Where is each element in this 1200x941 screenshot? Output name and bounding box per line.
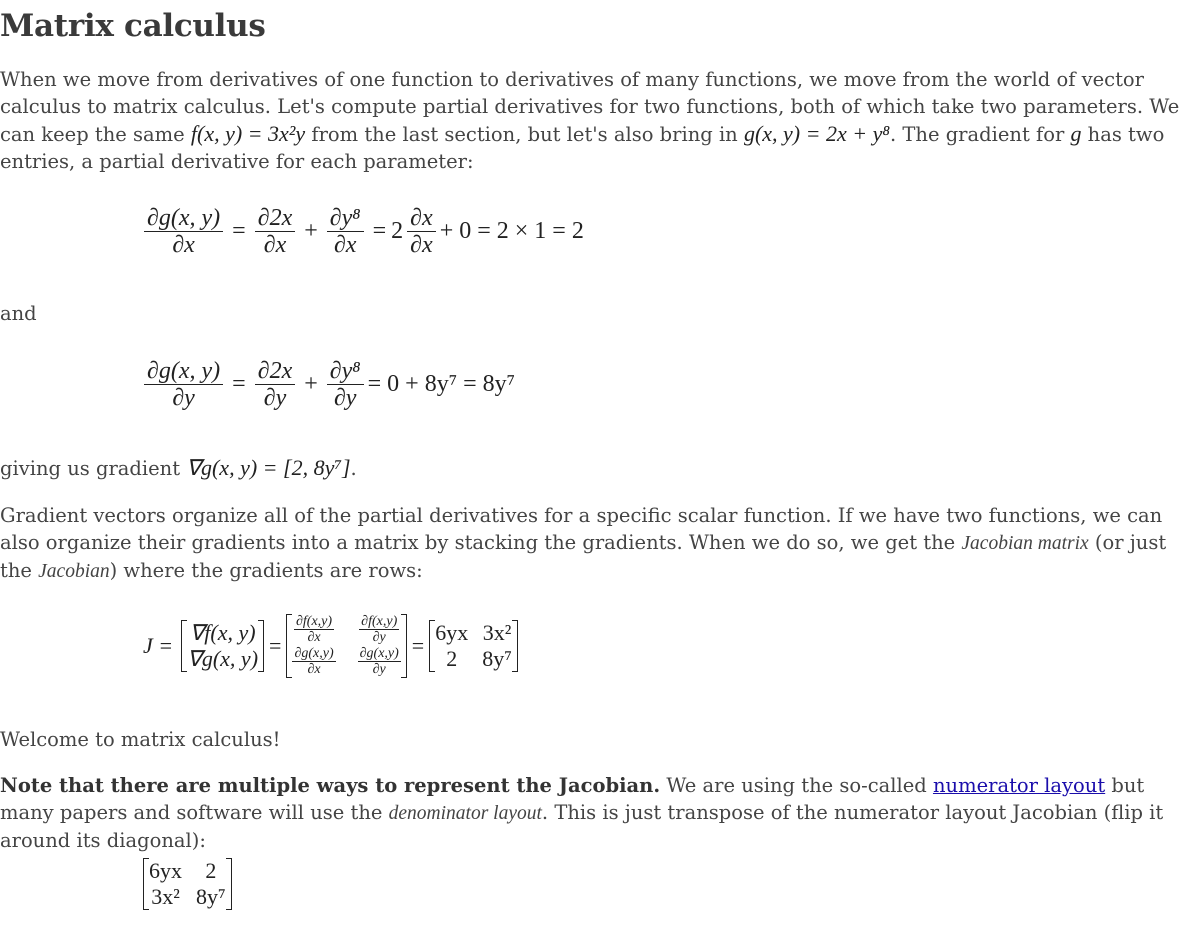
- jacobian-text-1: Gradient vectors organize all of the partial derivatives for a specific scalar function. If we have two functions, we can also organize their gradients into a matrix by stacking the gradients. When we do so, we get the: [0, 504, 1163, 554]
- intro-text-1: When we move from derivatives of one function to derivatives of many functions, we move from the world of vector calculus to matrix calculus. Let's compute partial derivatives for two functions, both of which take two parameters. We can keep the same: [0, 68, 1180, 146]
- page-title: Matrix calculus: [0, 8, 266, 44]
- frac-num: ∂f(x,y): [296, 614, 333, 629]
- note-paragraph: [0, 772, 1180, 854]
- welcome-text: Welcome to matrix calculus!: [0, 728, 281, 751]
- frac-den: ∂y: [372, 630, 386, 646]
- matrix-cell: ∇f(x, y): [189, 619, 256, 645]
- matrix-cell: 6yx: [435, 619, 469, 645]
- frac-num: ∂f(x,y): [361, 614, 398, 629]
- jacobian-equation: J = ∇f(x, y) ∇g(x, y) = $\frac{\partial f(x,y)}{\partial x}$ $\frac{\partial f(x,y)}{\partial y}$ $\frac{\partial g(x,y)}{\partial x}$ $\frac{\partial g(x,y)}{\partial y}$ = 6yx 3x² 2 8y⁷: [143, 614, 518, 678]
- jacobian-matrix-term: Jacobian matrix: [961, 533, 1089, 554]
- jacobian-text-2: (or just the: [0, 531, 1167, 582]
- f-definition: f(x, y) = 3x²y: [190, 121, 306, 146]
- and-text: and: [0, 302, 37, 325]
- note-text-1: We are using the so-called: [660, 774, 933, 797]
- equation-dg-dy: $\frac{\partial g(x, y)}{\partial y}$ = $\frac{\partial 2x}{\partial y}$ + $\frac{\text{∂y⁸}}{\partial y}$ = 0 + 8y⁷ = 8y⁷: [140, 358, 515, 412]
- equation-dg-dx: $\frac{\partial g(x, y)}{\partial x}$ = $\frac{\partial 2x}{\partial x}$ + $\frac{\text{∂y⁸}}{\partial x}$ = 2 $\frac{\partial x}{\partial x}$ + 0 = 2 × 1 = 2: [140, 205, 584, 259]
- matrix-cell: 3x²: [151, 884, 180, 909]
- gradient-text: giving us gradient: [0, 457, 187, 480]
- frac-den: ∂x: [410, 232, 433, 259]
- transpose-equation: [143, 858, 232, 910]
- matrix-cell: 2: [205, 858, 217, 883]
- jacobian-symbol: J =: [143, 632, 174, 658]
- frac-num: ∂x: [407, 205, 436, 232]
- matrix-cell: 6yx: [149, 858, 182, 883]
- intro-text-4: has two entries, a partial derivative for each parameter:: [0, 123, 1165, 173]
- frac-den: ∂x: [333, 232, 357, 259]
- frac-den: ∂x: [307, 662, 321, 678]
- frac-den: ∂y: [263, 385, 287, 412]
- frac-num: ∂g(x, y): [144, 205, 223, 232]
- note-text-3: . This is just transpose of the numerator layout Jacobian (flip it around its diagonal):: [0, 801, 1164, 852]
- partials-matrix: [286, 614, 406, 678]
- frac-num: ∂y⁸: [327, 205, 364, 232]
- note-text-2: but many papers and software will use the: [0, 774, 1145, 824]
- numerator-layout-link[interactable]: numerator layout: [932, 774, 1106, 797]
- equation-tail: + 0 = 2 × 1 = 2: [439, 218, 584, 245]
- frac-num: ∂g(x,y): [359, 645, 399, 661]
- transpose-matrix: [143, 858, 232, 910]
- matrix-cell: 2: [446, 645, 458, 671]
- coefficient: 2: [391, 218, 404, 245]
- intro-text-3: . The gradient for: [890, 123, 1071, 146]
- jacobian-term: Jacobian: [38, 561, 110, 582]
- matrix-cell: 3x²: [482, 619, 512, 645]
- gradient-math: ∇g(x, y) = [2, 8y⁷]: [186, 455, 351, 480]
- gradient-period: .: [350, 457, 357, 480]
- matrix-cell: 8y⁷: [196, 884, 226, 909]
- matrix-cell: 8y⁷: [482, 645, 512, 671]
- gradient-paragraph: [0, 454, 357, 482]
- jacobian-text-3: ) where the gradients are rows:: [109, 559, 423, 582]
- frac-den: ∂x: [263, 232, 287, 259]
- intro-paragraph: [0, 66, 1180, 175]
- frac-num: ∂2x: [255, 205, 296, 232]
- frac-den: ∂y: [333, 385, 357, 412]
- frac-num: ∂y⁸: [327, 358, 364, 385]
- intro-text-2: from the last section, but let's also bring in: [305, 123, 744, 146]
- jacobian-paragraph: [0, 502, 1180, 585]
- result-matrix: [429, 620, 518, 672]
- frac-den: ∂x: [172, 232, 195, 259]
- matrix-cell: ∇g(x, y): [187, 645, 259, 671]
- frac-num: ∂g(x,y): [294, 645, 334, 661]
- gradient-matrix: [181, 620, 264, 672]
- denominator-layout-term: denominator layout: [388, 803, 542, 824]
- g-variable: g: [1070, 121, 1082, 146]
- frac-den: ∂y: [172, 385, 195, 412]
- frac-num: ∂g(x, y): [144, 358, 223, 385]
- equation-tail: = 0 + 8y⁷ = 8y⁷: [367, 371, 515, 398]
- frac-den: ∂y: [372, 662, 386, 678]
- note-bold: Note that there are multiple ways to represent the Jacobian.: [0, 774, 661, 797]
- frac-den: ∂x: [307, 630, 321, 646]
- g-definition: g(x, y) = 2x + y⁸: [743, 121, 890, 146]
- frac-num: ∂2x: [255, 358, 296, 385]
